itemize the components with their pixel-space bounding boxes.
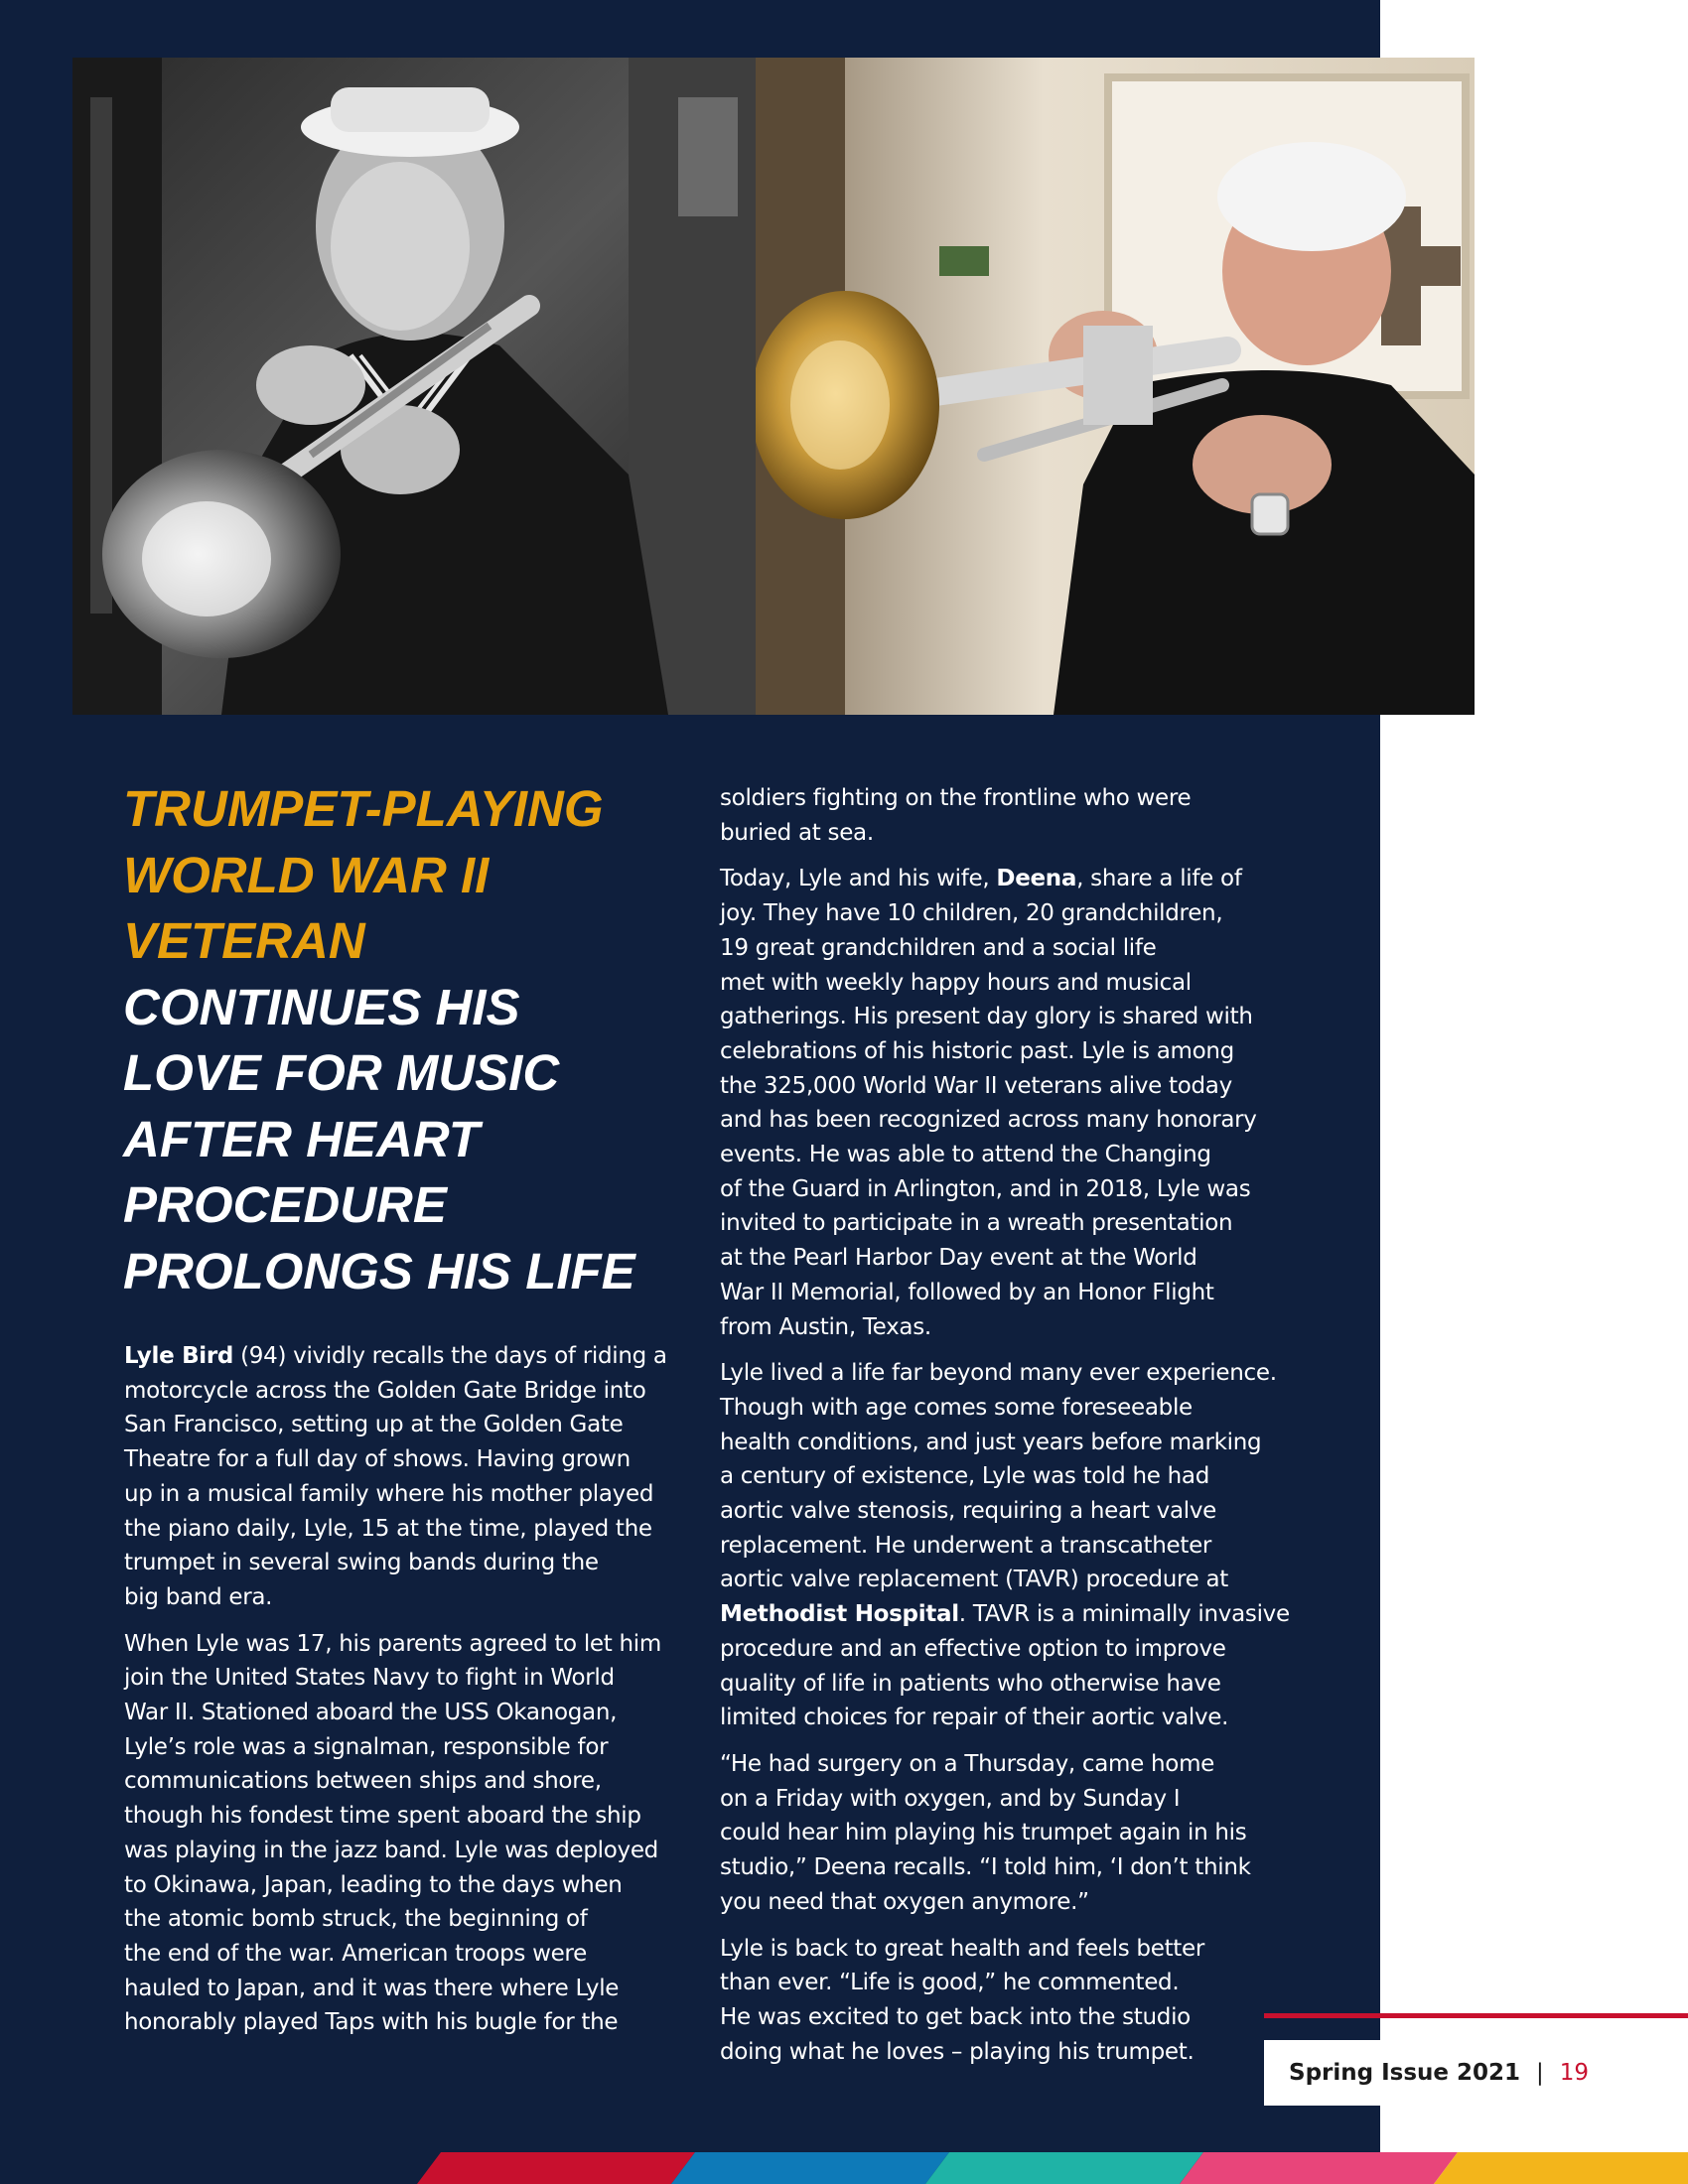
text-line: studio,” Deena recalls. “I told him, ‘I don’t think xyxy=(720,1854,1251,1881)
paragraph xyxy=(124,1627,680,2040)
text-line: limited choices for repair of their aortic valve. xyxy=(720,1705,1229,1731)
page-number: 19 xyxy=(1559,2060,1590,2086)
headline-white-line: LOVE FOR MUSIC xyxy=(123,1044,560,1101)
article-headline xyxy=(123,776,699,1304)
text-line: from Austin, Texas. xyxy=(720,1313,931,1340)
text-line: of the Guard in Arlington, and in 2018, Lyle was xyxy=(720,1175,1251,1202)
footer-separator: | xyxy=(1536,2060,1544,2086)
text-fragment: , share a life of xyxy=(1076,866,1242,892)
text-line: Theatre for a full day of shows. Having grown xyxy=(124,1446,631,1473)
stripe-yellow xyxy=(1434,2152,1688,2184)
text-line: met with weekly happy hours and musical xyxy=(720,969,1192,996)
footer-rule xyxy=(1264,2013,1688,2018)
text-line: San Francisco, setting up at the Golden Gate xyxy=(124,1412,624,1438)
text-line: hauled to Japan, and it was there where Lyle xyxy=(124,1975,620,2001)
headline-white-line: CONTINUES HIS xyxy=(123,978,520,1035)
person-name: Deena xyxy=(996,866,1077,892)
text-line: doing what he loves – playing his trumpet. xyxy=(720,2038,1195,2065)
text-line xyxy=(124,1339,680,1374)
color-stripe-band xyxy=(0,2152,1688,2184)
text-line: communications between ships and shore, xyxy=(124,1768,602,1795)
text-line xyxy=(720,1597,1290,1632)
headline-gold-line: TRUMPET-PLAYING xyxy=(123,780,604,837)
text-line: procedure and an effective option to improve xyxy=(720,1635,1226,1662)
paragraph xyxy=(720,781,1286,850)
headline-gold-line: WORLD WAR II xyxy=(123,846,490,903)
headline-white-line: PROLONGS HIS LIFE xyxy=(123,1242,635,1299)
photo-strip xyxy=(72,58,1475,715)
text-line: than ever. “Life is good,” he commented. xyxy=(720,1970,1180,1996)
paragraph xyxy=(124,1339,680,1615)
issue-label: Spring Issue 2021 xyxy=(1289,2060,1521,2086)
text-line: the atomic bomb struck, the beginning of xyxy=(124,1906,588,1933)
text-fragment: . TAVR is a minimally invasive xyxy=(958,1601,1290,1628)
text-line: Lyle’s role was a signalman, responsible for xyxy=(124,1733,609,1760)
text-line: join the United States Navy to fight in World xyxy=(124,1665,615,1692)
text-line: though his fondest time spent aboard the ship xyxy=(124,1803,641,1830)
text-line: the 325,000 World War II veterans alive today xyxy=(720,1072,1232,1099)
stripe-teal xyxy=(925,2152,1203,2184)
text-line: and has been recognized across many honorary xyxy=(720,1107,1257,1134)
text-line: the end of the war. American troops were xyxy=(124,1940,587,1967)
stripe-red xyxy=(417,2152,695,2184)
text-line: aortic valve replacement (TAVR) procedure at xyxy=(720,1567,1229,1593)
article-right-column xyxy=(720,781,1290,2081)
text-line: quality of life in patients who otherwise have xyxy=(720,1670,1221,1697)
text-line: to Okinawa, Japan, leading to the days when xyxy=(124,1871,623,1898)
text-line: soldiers fighting on the frontline who were xyxy=(720,785,1192,811)
text-fragment: Today, Lyle and his wife, xyxy=(720,866,997,892)
stripe-blue xyxy=(671,2152,949,2184)
text-line: 19 great grandchildren and a social life xyxy=(720,934,1157,961)
text-line xyxy=(720,862,1286,896)
paragraph xyxy=(720,1356,1290,1735)
text-line: was playing in the jazz band. Lyle was deployed xyxy=(124,1837,658,1863)
text-line: celebrations of his historic past. Lyle is among xyxy=(720,1037,1234,1064)
hospital-name: Methodist Hospital xyxy=(720,1601,959,1628)
text-line: events. He was able to attend the Changing xyxy=(720,1142,1211,1168)
text-line: When Lyle was 17, his parents agreed to let him xyxy=(124,1630,661,1657)
text-line: up in a musical family where his mother played xyxy=(124,1480,654,1507)
text-line: He was excited to get back into the studio xyxy=(720,2003,1191,2030)
paragraph xyxy=(720,1932,1286,2070)
text-line: at the Pearl Harbor Day event at the World xyxy=(720,1245,1197,1272)
headline-white-line: AFTER HEART xyxy=(123,1110,480,1167)
text-line: a century of existence, Lyle was told he had xyxy=(720,1463,1209,1490)
text-line: invited to participate in a wreath presentation xyxy=(720,1210,1233,1237)
page-footer xyxy=(1264,2040,1688,2106)
text-line: trumpet in several swing bands during the xyxy=(124,1550,599,1576)
text-line: “He had surgery on a Thursday, came home xyxy=(720,1750,1215,1777)
text-line: War II Memorial, followed by an Honor Flight xyxy=(720,1279,1214,1305)
article-left-column xyxy=(124,1339,680,2052)
text-line: on a Friday with oxygen, and by Sunday I xyxy=(720,1785,1181,1812)
person-name: Lyle Bird xyxy=(124,1343,234,1369)
paragraph xyxy=(720,862,1286,1344)
text-line: motorcycle across the Golden Gate Bridge into xyxy=(124,1377,646,1404)
headline-white-line: PROCEDURE xyxy=(123,1176,447,1233)
text-line: could hear him playing his trumpet again in his xyxy=(720,1820,1247,1846)
text-fragment: (94) vividly recalls the days of riding a xyxy=(233,1343,667,1369)
text-line: you need that oxygen anymore.” xyxy=(720,1888,1089,1915)
headline-gold-line: VETERAN xyxy=(123,912,365,969)
text-line: health conditions, and just years before marking xyxy=(720,1429,1262,1455)
paragraph xyxy=(720,1747,1286,1920)
stripe-pink xyxy=(1180,2152,1458,2184)
text-line: aortic valve stenosis, requiring a heart valve xyxy=(720,1498,1217,1525)
text-line: joy. They have 10 children, 20 grandchildren, xyxy=(720,900,1223,927)
text-line: gatherings. His present day glory is shared with xyxy=(720,1004,1253,1030)
photo-young-sailor-trumpet xyxy=(72,58,756,715)
text-line: replacement. He underwent a transcatheter xyxy=(720,1532,1212,1559)
text-line: Though with age comes some foreseeable xyxy=(720,1394,1193,1421)
text-line: honorably played Taps with his bugle for the xyxy=(124,2009,619,2036)
text-line: War II. Stationed aboard the USS Okanogan, xyxy=(124,1700,618,1726)
text-line: Lyle is back to great health and feels better xyxy=(720,1935,1205,1962)
photo-veteran-trumpet xyxy=(756,58,1475,715)
text-line: Lyle lived a life far beyond many ever experience. xyxy=(720,1360,1277,1387)
text-line: big band era. xyxy=(124,1583,273,1610)
text-line: buried at sea. xyxy=(720,819,874,846)
text-line: the piano daily, Lyle, 15 at the time, played the xyxy=(124,1515,652,1542)
